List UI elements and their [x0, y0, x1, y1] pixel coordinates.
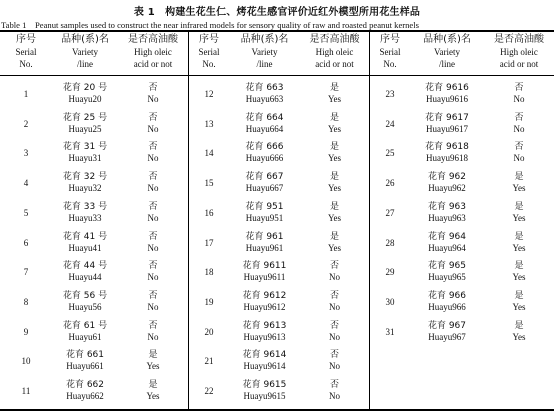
variety-cell	[229, 290, 300, 314]
high-oleic-value-cn: 否	[148, 261, 158, 272]
variety-name-cn: 花育 9613	[242, 320, 287, 331]
high-oleic-value-en: No	[513, 123, 525, 134]
variety-name-en: Huayu9611	[243, 272, 286, 283]
high-oleic-cell	[118, 171, 188, 195]
serial-number-cell: 28	[385, 237, 395, 248]
serial-number-cell: 16	[204, 207, 214, 218]
variety-name-en: Huayu9618	[426, 153, 468, 164]
high-oleic-cell	[484, 82, 554, 106]
serial-number-cell: 29	[385, 267, 395, 278]
table-row	[0, 379, 188, 403]
variety-name-cn: 花育 9617	[425, 112, 469, 123]
high-oleic-cell	[484, 171, 554, 195]
serial-number-cell: 8	[23, 296, 29, 307]
table-row	[0, 349, 188, 373]
variety-name-en: Huayu666	[245, 153, 284, 164]
variety-cell	[229, 171, 300, 195]
high-oleic-cell	[118, 112, 188, 136]
high-oleic-value-en: No	[147, 242, 159, 253]
serial-number-cell: 18	[204, 267, 214, 278]
table-row	[370, 201, 554, 225]
variety-name-en: Huayu663	[245, 94, 284, 104]
variety-cell	[52, 320, 118, 344]
table-row	[189, 171, 369, 195]
table-row	[0, 171, 188, 195]
high-oleic-value-en: Yes	[146, 391, 160, 401]
high-oleic-value-en: No	[329, 301, 340, 312]
table-row	[370, 171, 554, 195]
table-row	[189, 260, 369, 284]
variety-cell	[229, 260, 300, 284]
variety-name-en: Huayu966	[428, 301, 466, 312]
high-oleic-value-en: No	[329, 272, 340, 283]
variety-name-en: Huayu25	[68, 123, 102, 134]
high-oleic-value-cn: 是	[514, 231, 524, 242]
variety-name-cn: 花育 9618	[425, 142, 469, 153]
high-oleic-value-en: No	[147, 272, 159, 283]
high-oleic-value-en: No	[147, 123, 159, 134]
variety-name-cn: 花育 666	[245, 142, 284, 153]
table-row	[370, 141, 554, 165]
high-oleic-value-en: No	[147, 331, 159, 342]
high-oleic-cell	[484, 320, 554, 344]
table-row	[189, 290, 369, 314]
variety-cell	[410, 320, 484, 344]
variety-name-en: Huayu664	[245, 123, 284, 134]
table-row	[189, 349, 369, 373]
variety-name-en: Huayu61	[68, 331, 102, 342]
variety-name-cn: 花育 963	[427, 201, 467, 212]
high-oleic-cell	[300, 112, 369, 136]
high-oleic-cell	[484, 260, 554, 284]
serial-number-cell: 4	[23, 178, 29, 189]
header-serial: 序号 Serial No.	[379, 34, 401, 69]
high-oleic-value-cn: 是	[329, 172, 339, 183]
high-oleic-value-en: Yes	[512, 242, 526, 253]
high-oleic-cell	[300, 171, 369, 195]
high-oleic-value-en: Yes	[512, 331, 526, 342]
variety-name-cn: 花育 965	[427, 261, 467, 272]
variety-cell	[410, 82, 484, 106]
variety-name-cn: 花育 61 号	[62, 320, 108, 331]
high-oleic-value-en: Yes	[327, 242, 342, 253]
high-oleic-cell	[118, 141, 188, 165]
variety-name-cn: 花育 662	[65, 380, 105, 390]
table-row	[0, 290, 188, 314]
high-oleic-value-cn: 是	[514, 320, 524, 331]
variety-name-cn: 花育 966	[427, 290, 467, 301]
variety-name-cn: 花育 9614	[242, 350, 287, 361]
variety-cell	[410, 112, 484, 136]
variety-name-cn: 花育 31 号	[62, 142, 108, 153]
serial-number-cell: 5	[23, 207, 29, 218]
high-oleic-value-cn: 否	[148, 172, 158, 183]
variety-cell	[229, 201, 300, 225]
high-oleic-value-en: No	[329, 331, 340, 342]
variety-cell	[410, 231, 484, 255]
serial-number-cell: 3	[23, 148, 29, 159]
high-oleic-value-en: No	[513, 153, 525, 164]
high-oleic-value-cn: 是	[329, 142, 339, 153]
variety-cell	[229, 320, 300, 344]
top-rule	[0, 30, 554, 32]
table-row	[189, 82, 369, 106]
variety-name-en: Huayu963	[428, 212, 466, 223]
serial-number-cell: 1	[23, 89, 29, 99]
serial-number-cell: 23	[385, 89, 395, 99]
variety-cell	[410, 260, 484, 284]
variety-name-cn: 花育 663	[245, 83, 284, 93]
high-oleic-value-en: Yes	[512, 272, 526, 283]
high-oleic-value-cn: 是	[329, 112, 339, 123]
variety-name-en: Huayu44	[68, 272, 102, 283]
high-oleic-cell	[300, 201, 369, 225]
header-high-oleic: 是否高油酸 High oleic acid or not	[309, 34, 360, 69]
high-oleic-cell	[300, 260, 369, 284]
table-row	[189, 379, 369, 403]
header-serial: 序号 Serial No.	[198, 34, 220, 69]
high-oleic-value-en: Yes	[512, 183, 526, 194]
bottom-rule	[0, 409, 554, 411]
serial-number-cell: 2	[23, 118, 29, 129]
table-row	[189, 112, 369, 136]
serial-number-cell: 7	[23, 267, 29, 278]
serial-number-cell: 15	[204, 178, 214, 189]
high-oleic-cell	[118, 231, 188, 255]
variety-cell	[410, 290, 484, 314]
variety-name-en: Huayu31	[68, 153, 102, 164]
variety-name-cn: 花育 9612	[242, 290, 287, 301]
variety-cell	[410, 171, 484, 195]
high-oleic-cell	[300, 82, 369, 106]
serial-number-cell: 14	[204, 148, 214, 159]
variety-name-cn: 花育 661	[65, 350, 105, 361]
table-row	[0, 231, 188, 255]
high-oleic-value-cn: 是	[514, 201, 524, 212]
variety-name-cn: 花育 951	[245, 201, 284, 212]
table-row	[0, 201, 188, 225]
variety-cell	[52, 82, 118, 106]
high-oleic-value-en: Yes	[327, 212, 342, 223]
variety-name-en: Huayu964	[428, 242, 466, 253]
variety-name-en: Huayu41	[68, 242, 102, 253]
serial-number-cell: 13	[204, 118, 214, 129]
header-rule	[0, 75, 554, 76]
serial-number-cell: 12	[204, 89, 214, 99]
serial-number-cell: 11	[21, 386, 31, 396]
table-row	[370, 231, 554, 255]
high-oleic-value-cn: 否	[148, 83, 158, 93]
high-oleic-cell	[484, 112, 554, 136]
variety-cell	[52, 201, 118, 225]
serial-number-cell: 9	[23, 326, 29, 337]
serial-number-cell: 30	[385, 296, 395, 307]
high-oleic-value-cn: 是	[329, 231, 339, 242]
high-oleic-value-en: No	[147, 153, 159, 164]
variety-cell	[229, 112, 300, 136]
high-oleic-value-cn: 是	[514, 172, 524, 183]
table-row	[0, 260, 188, 284]
high-oleic-value-cn: 否	[148, 201, 158, 212]
variety-name-cn: 花育 9615	[242, 380, 287, 390]
high-oleic-cell	[300, 379, 369, 403]
high-oleic-value-cn: 否	[148, 290, 158, 301]
table-row	[189, 320, 369, 344]
table-row	[0, 82, 188, 106]
variety-name-en: Huayu9615	[243, 391, 286, 401]
variety-name-en: Huayu9613	[243, 331, 286, 342]
variety-name-cn: 花育 964	[427, 231, 467, 242]
table-title-en: Table 1 Peanut samples used to construct the near infrared models for sensory quality of raw and roasted peanut kernels	[1, 20, 419, 30]
variety-name-en: Huayu32	[68, 183, 102, 194]
variety-name-cn: 花育 961	[245, 231, 284, 242]
high-oleic-value-en: Yes	[327, 153, 342, 164]
variety-name-en: Huayu9612	[243, 301, 286, 312]
high-oleic-cell	[300, 141, 369, 165]
header-variety: 品种(系)名 Variety /line	[423, 34, 471, 69]
high-oleic-cell	[300, 320, 369, 344]
variety-cell	[52, 260, 118, 284]
variety-name-cn: 花育 9616	[425, 83, 469, 93]
high-oleic-value-en: No	[329, 361, 340, 372]
variety-name-en: Huayu661	[66, 361, 104, 372]
table-row	[370, 290, 554, 314]
table-row	[189, 201, 369, 225]
variety-name-en: Huayu961	[245, 242, 284, 253]
variety-name-cn: 花育 967	[427, 320, 467, 331]
table-row	[0, 141, 188, 165]
high-oleic-cell	[300, 349, 369, 373]
high-oleic-value-cn: 是	[329, 83, 339, 93]
high-oleic-value-cn: 否	[329, 290, 339, 301]
variety-name-en: Huayu20	[68, 94, 102, 104]
high-oleic-value-en: Yes	[327, 94, 342, 104]
variety-cell	[229, 82, 300, 106]
high-oleic-value-cn: 否	[329, 350, 339, 361]
high-oleic-cell	[484, 141, 554, 165]
high-oleic-value-cn: 是	[514, 261, 524, 272]
variety-cell	[52, 141, 118, 165]
table-row	[0, 112, 188, 136]
high-oleic-cell	[118, 379, 188, 403]
variety-name-cn: 花育 667	[245, 172, 284, 183]
variety-name-cn: 花育 56 号	[62, 290, 108, 301]
header-high-oleic: 是否高油酸 High oleic acid or not	[494, 34, 544, 69]
serial-number-cell: 31	[385, 326, 395, 337]
serial-number-cell: 10	[21, 356, 31, 367]
variety-cell	[229, 231, 300, 255]
table-row	[189, 231, 369, 255]
high-oleic-value-en: No	[513, 94, 525, 104]
table-title-cn: 表 1 构建生花生仁、烤花生感官评价近红外模型所用花生样品	[133, 7, 421, 18]
serial-number-cell: 6	[23, 237, 29, 248]
high-oleic-value-en: Yes	[146, 361, 160, 372]
high-oleic-cell	[118, 320, 188, 344]
high-oleic-cell	[118, 82, 188, 106]
variety-name-en: Huayu9616	[426, 94, 468, 104]
table-row	[370, 82, 554, 106]
serial-number-cell: 27	[385, 207, 395, 218]
high-oleic-value-cn: 否	[514, 142, 524, 153]
variety-name-en: Huayu9617	[426, 123, 468, 134]
serial-number-cell: 22	[204, 386, 214, 396]
table-row	[0, 320, 188, 344]
high-oleic-value-cn: 否	[329, 380, 339, 390]
high-oleic-value-cn: 是	[148, 350, 158, 361]
variety-name-en: Huayu33	[68, 212, 102, 223]
high-oleic-value-en: No	[147, 301, 159, 312]
high-oleic-value-cn: 是	[514, 290, 524, 301]
variety-name-cn: 花育 962	[427, 172, 467, 183]
variety-name-en: Huayu56	[68, 301, 102, 312]
high-oleic-value-en: No	[147, 212, 159, 223]
high-oleic-value-cn: 否	[514, 112, 524, 123]
high-oleic-value-en: No	[329, 391, 340, 401]
high-oleic-value-cn: 否	[148, 231, 158, 242]
variety-cell	[52, 349, 118, 373]
header-serial: 序号 Serial No.	[15, 34, 37, 69]
variety-cell	[52, 171, 118, 195]
variety-name-en: Huayu9614	[243, 361, 286, 372]
high-oleic-value-cn: 否	[148, 112, 158, 123]
variety-cell	[52, 379, 118, 403]
high-oleic-value-cn: 否	[514, 83, 524, 93]
table-row	[370, 320, 554, 344]
variety-name-cn: 花育 664	[245, 112, 284, 123]
variety-cell	[52, 112, 118, 136]
high-oleic-cell	[484, 201, 554, 225]
variety-name-cn: 花育 44 号	[62, 261, 108, 272]
high-oleic-cell	[118, 349, 188, 373]
high-oleic-cell	[118, 201, 188, 225]
variety-cell	[410, 141, 484, 165]
serial-number-cell: 26	[385, 178, 395, 189]
serial-number-cell: 25	[385, 148, 395, 159]
high-oleic-cell	[484, 290, 554, 314]
variety-name-en: Huayu667	[245, 183, 284, 194]
variety-name-cn: 花育 9611	[242, 261, 287, 272]
variety-cell	[410, 201, 484, 225]
high-oleic-cell	[118, 260, 188, 284]
table-row	[370, 260, 554, 284]
variety-name-en: Huayu967	[428, 331, 466, 342]
table-row	[370, 112, 554, 136]
high-oleic-value-en: Yes	[512, 212, 526, 223]
variety-name-en: Huayu662	[66, 391, 104, 401]
high-oleic-value-en: No	[147, 94, 159, 104]
high-oleic-value-cn: 是	[148, 380, 158, 390]
variety-name-en: Huayu965	[428, 272, 466, 283]
header-variety: 品种(系)名 Variety /line	[61, 34, 109, 69]
variety-cell	[229, 379, 300, 403]
high-oleic-value-cn: 否	[148, 142, 158, 153]
high-oleic-value-en: Yes	[327, 183, 342, 194]
high-oleic-value-cn: 否	[329, 320, 339, 331]
serial-number-cell: 19	[204, 296, 214, 307]
high-oleic-value-cn: 是	[329, 201, 339, 212]
variety-name-cn: 花育 33 号	[62, 201, 108, 212]
header-variety: 品种(系)名 Variety /line	[240, 34, 289, 69]
variety-cell	[52, 290, 118, 314]
header-high-oleic: 是否高油酸 High oleic acid or not	[128, 34, 178, 69]
serial-number-cell: 24	[385, 118, 395, 129]
high-oleic-cell	[300, 290, 369, 314]
high-oleic-value-en: Yes	[512, 301, 526, 312]
high-oleic-cell	[300, 231, 369, 255]
high-oleic-value-cn: 否	[148, 320, 158, 331]
variety-cell	[229, 141, 300, 165]
variety-name-cn: 花育 25 号	[62, 112, 108, 123]
variety-name-cn: 花育 41 号	[62, 231, 108, 242]
high-oleic-value-en: No	[147, 183, 159, 194]
variety-name-en: Huayu962	[428, 183, 466, 194]
serial-number-cell: 21	[204, 356, 214, 367]
variety-cell	[229, 349, 300, 373]
variety-cell	[52, 231, 118, 255]
high-oleic-cell	[484, 231, 554, 255]
table-row	[189, 141, 369, 165]
variety-name-en: Huayu951	[245, 212, 284, 223]
serial-number-cell: 20	[204, 326, 214, 337]
high-oleic-value-cn: 否	[329, 261, 339, 272]
high-oleic-value-en: Yes	[327, 123, 342, 134]
high-oleic-cell	[118, 290, 188, 314]
variety-name-cn: 花育 32 号	[62, 172, 108, 183]
serial-number-cell: 17	[204, 237, 214, 248]
variety-name-cn: 花育 20 号	[62, 83, 108, 93]
